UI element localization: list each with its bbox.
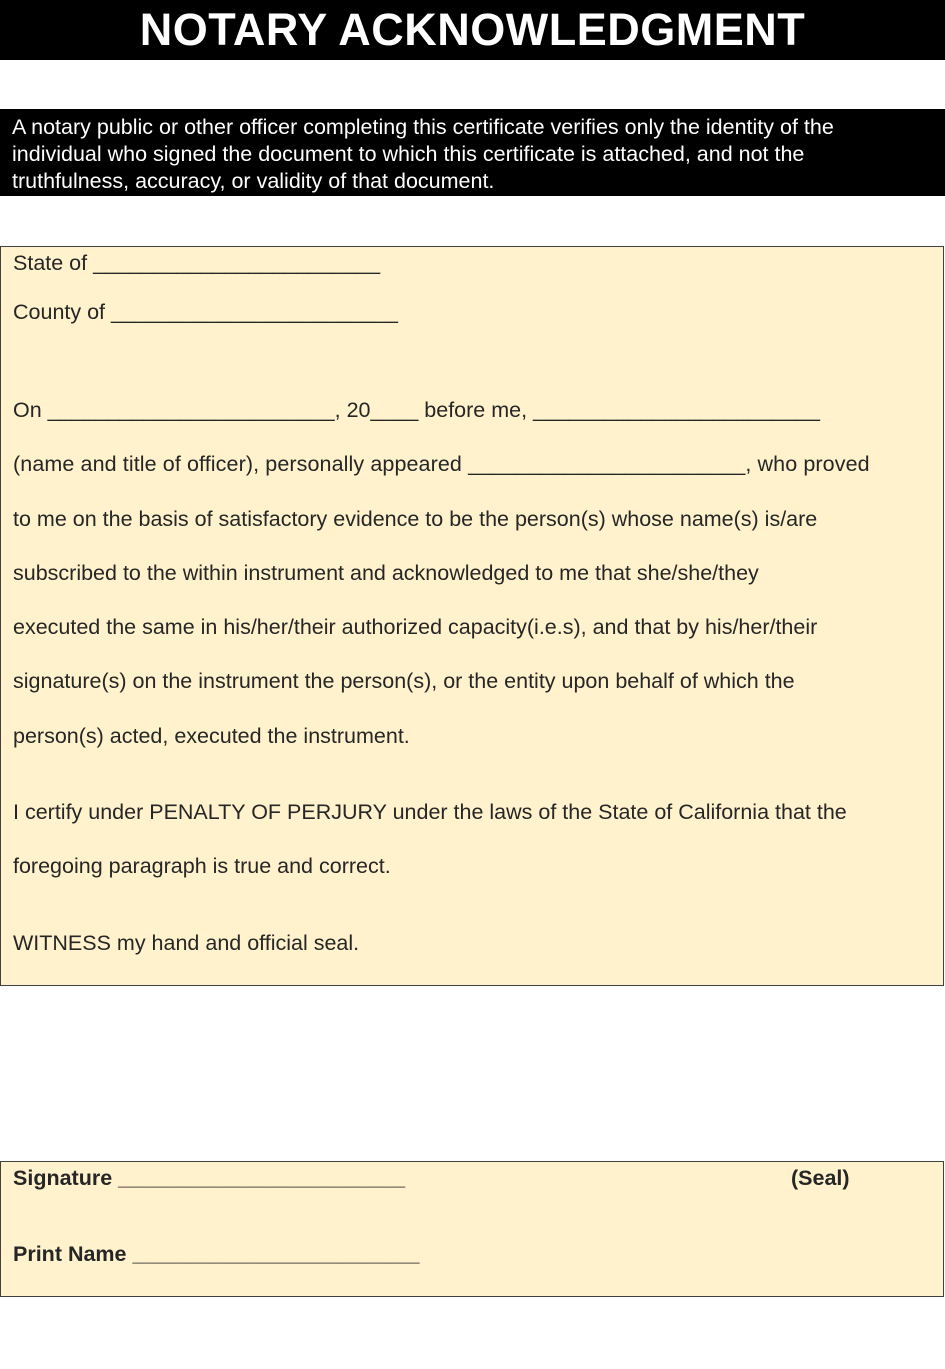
signature-block — [0, 1161, 944, 1297]
seal-label: (Seal) — [791, 1166, 850, 1190]
acknowledgment-body — [0, 246, 944, 986]
signature-field[interactable]: Signature ________________________ — [13, 1166, 406, 1190]
county-line: County of ________________________ — [13, 300, 398, 324]
notice-line: individual who signed the document to which this certificate is attached, and not the — [12, 142, 805, 166]
paragraph-line: person(s) acted, executed the instrument. — [13, 724, 410, 748]
notice-line: truthfulness, accuracy, or validity of that document. — [12, 169, 495, 193]
print-name-field[interactable]: Print Name ________________________ — [13, 1242, 420, 1266]
notice-banner — [0, 109, 945, 196]
paragraph-line: to me on the basis of satisfactory evidence to be the person(s) whose name(s) is/are — [13, 507, 818, 531]
witness-line: WITNESS my hand and official seal. — [13, 931, 360, 955]
paragraph-line: executed the same in his/her/their authorized capacity(i.e.s), and that by his/her/their — [13, 615, 818, 639]
notice-line: A notary public or other officer completing this certificate verifies only the identity of the — [12, 115, 834, 139]
paragraph-line: On ________________________, 20____ before me, ________________________ — [13, 398, 821, 422]
page-title: NOTARY ACKNOWLEDGMENT — [0, 0, 945, 60]
paragraph-line: signature(s) on the instrument the person(s), or the entity upon behalf of which the — [13, 669, 795, 693]
paragraph-line: subscribed to the within instrument and acknowledged to me that she/she/they — [13, 561, 759, 585]
state-line: State of ________________________ — [13, 251, 381, 275]
paragraph-line: (name and title of officer), personally appeared _______________________, who proved — [13, 452, 870, 476]
certify-line: I certify under PENALTY OF PERJURY under the laws of the State of California that the — [13, 800, 847, 824]
certify-line: foregoing paragraph is true and correct. — [13, 854, 391, 878]
